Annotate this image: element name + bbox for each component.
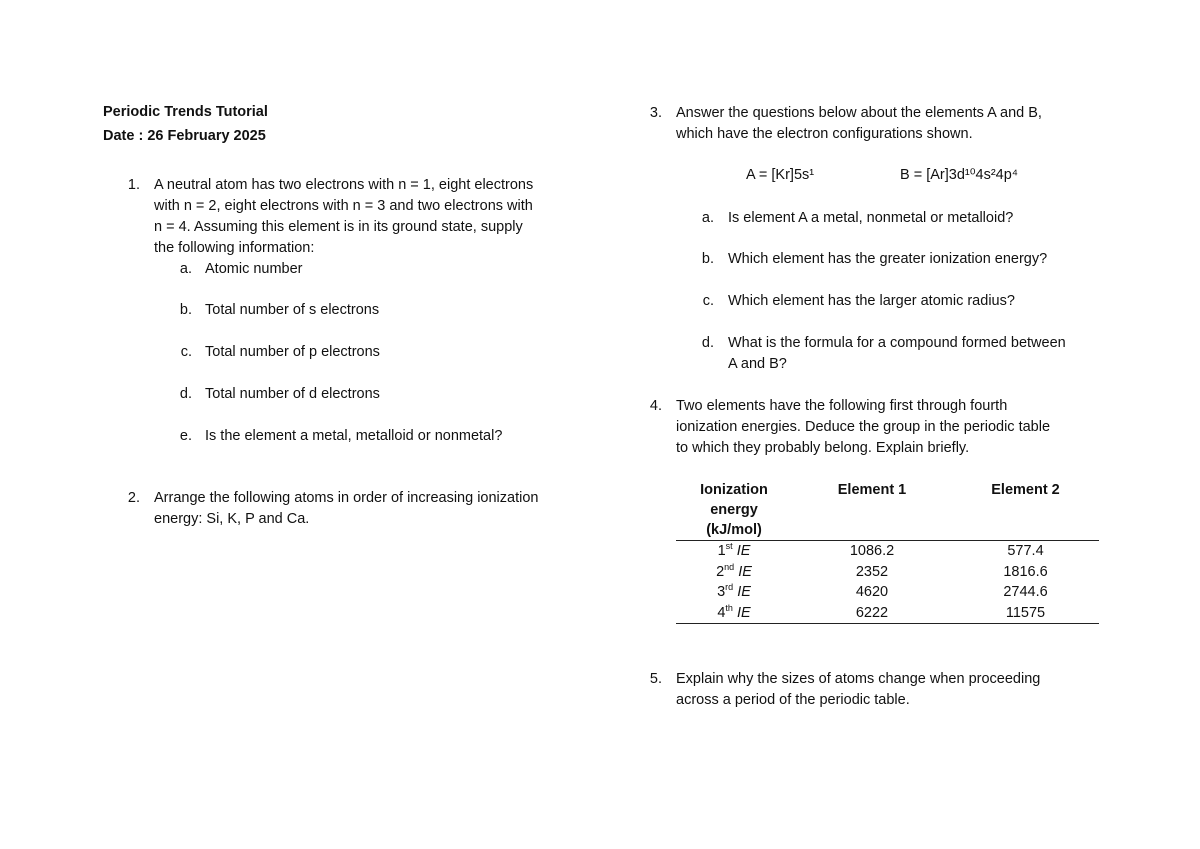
table-header-row [676, 480, 1099, 541]
table-row [676, 562, 1099, 583]
element-2-value: 1816.6 [1003, 563, 1048, 580]
element-1-value: 2352 [855, 563, 889, 580]
question-line: to which they probably belong. Explain briefly. [676, 440, 970, 456]
part-text-continued: A and B? [728, 356, 787, 372]
part-text: Total number of d electrons [205, 386, 380, 402]
column-header-ionization-energy [676, 480, 792, 541]
question-line: Two elements have the following first through fourth [676, 398, 1008, 414]
header-line: (kJ/mol) [706, 522, 762, 538]
question-number: 1. [127, 177, 140, 193]
column-header-element-1: Element 1 [792, 480, 952, 541]
part-letter: d. [701, 335, 714, 351]
element-2-value: 577.4 [1007, 543, 1044, 559]
part-text: Which element has the greater ionization energy? [728, 251, 1048, 267]
question-number: 2. [127, 490, 140, 506]
table-row [676, 603, 1099, 624]
element-1-value: 1086.2 [849, 543, 895, 559]
part-letter: b. [179, 302, 192, 318]
document-date: Date : 26 February 2025 [103, 128, 266, 144]
row-label: 4th IE [676, 603, 792, 624]
question-line: ionization energies. Deduce the group in the periodic table [676, 419, 1051, 435]
question-line: with n = 2, eight electrons with n = 3 and two electrons with [154, 198, 533, 214]
element-2-value: 11575 [952, 603, 1099, 624]
question-line: Arrange the following atoms in order of increasing ionization [154, 490, 539, 506]
document-title: Periodic Trends Tutorial [103, 104, 268, 120]
question-line: Answer the questions below about the elements A and B, [676, 105, 1042, 121]
row-label: 1st IE [717, 541, 751, 559]
header-line: Ionization energy [700, 482, 768, 518]
question-line: energy: Si, K, P and Ca. [154, 511, 310, 527]
part-letter: b. [701, 251, 714, 267]
part-text: Which element has the larger atomic radius? [728, 293, 1015, 309]
question-number: 5. [649, 671, 662, 687]
question-line: A neutral atom has two electrons with n = 1, eight electrons [154, 177, 534, 193]
question-number: 3. [649, 105, 662, 121]
ionization-energy-table [676, 480, 1099, 624]
row-label: 3rd IE [717, 582, 751, 600]
part-text: Is the element a metal, metalloid or nonmetal? [205, 428, 503, 444]
element-1-value: 4620 [855, 584, 889, 600]
part-text: What is the formula for a compound formed between [728, 335, 1066, 351]
question-number: 4. [649, 398, 662, 414]
part-text: Total number of p electrons [205, 344, 380, 360]
part-text: Is element A a metal, nonmetal or metalloid? [728, 210, 1014, 226]
part-text: Atomic number [205, 261, 303, 277]
table-row [676, 541, 1099, 562]
question-line: the following information: [154, 240, 315, 256]
question-line: n = 4. Assuming this element is in its ground state, supply [154, 219, 523, 235]
column-header-element-2: Element 2 [952, 480, 1099, 541]
part-letter: c. [702, 293, 714, 309]
question-line: across a period of the periodic table. [676, 692, 910, 708]
question-line: which have the electron configurations shown. [676, 126, 973, 142]
part-letter: e. [179, 428, 192, 444]
config-a: A = [Kr]5s¹ [746, 167, 815, 183]
part-text: Total number of s electrons [205, 302, 380, 318]
part-letter: a. [179, 261, 192, 277]
element-1-value: 6222 [792, 603, 952, 624]
question-line: Explain why the sizes of atoms change when proceeding [676, 671, 1041, 687]
table-row [676, 582, 1099, 603]
element-2-value: 2744.6 [1003, 584, 1048, 600]
part-letter: c. [180, 344, 192, 360]
part-letter: d. [179, 386, 192, 402]
config-b: B = [Ar]3d¹⁰4s²4p⁴ [900, 167, 1019, 183]
row-label: 2nd IE [716, 561, 752, 580]
part-letter: a. [701, 210, 714, 226]
